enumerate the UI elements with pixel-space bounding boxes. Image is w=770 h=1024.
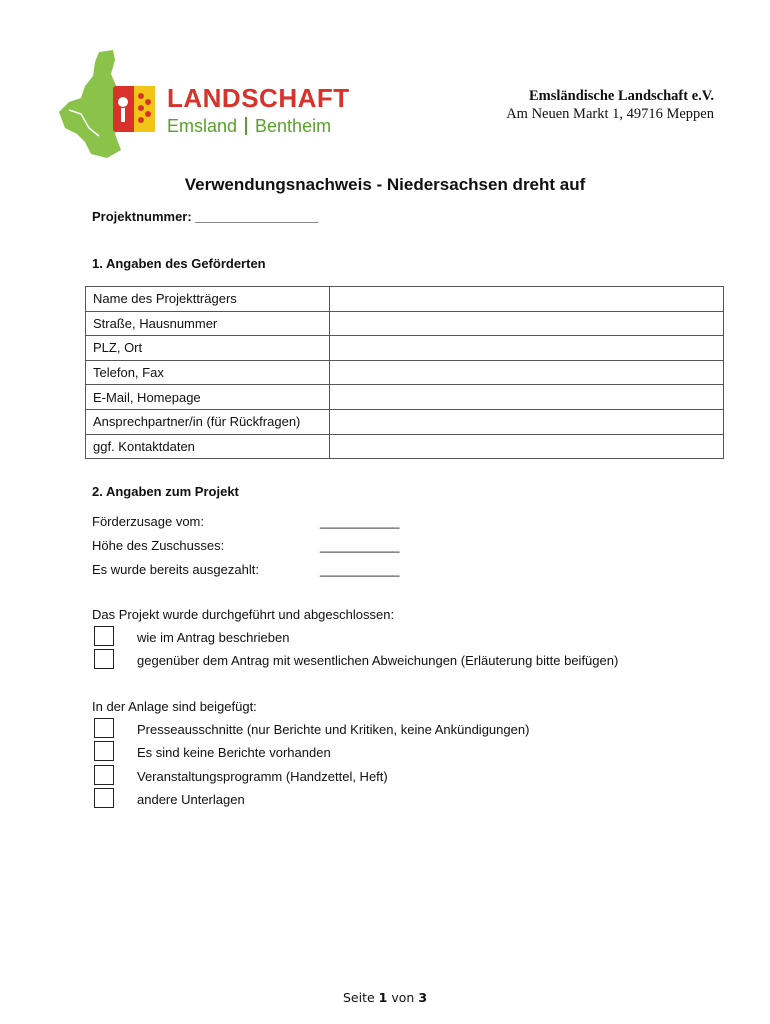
- funding-approval-label: Förderzusage vom:: [92, 514, 204, 529]
- row-label: E-Mail, Homepage: [86, 385, 330, 410]
- footer-page-number: 1: [378, 990, 388, 1005]
- row-input-cell[interactable]: [330, 409, 724, 434]
- section-1-heading: 1. Angaben des Geförderten: [92, 256, 266, 271]
- row-input-cell[interactable]: [330, 385, 724, 410]
- document-title: Verwendungsnachweis - Niedersachsen dreht auf: [184, 175, 586, 194]
- row-label: Ansprechpartner/in (für Rückfragen): [86, 409, 330, 434]
- row-input-cell[interactable]: [330, 360, 724, 385]
- checkbox-other-documents[interactable]: [94, 788, 114, 808]
- checkbox-as-in-application[interactable]: [94, 626, 114, 646]
- funding-approval-field[interactable]: ___________: [320, 514, 400, 529]
- option-press-clippings: Presseausschnitte (nur Berichte und Kritiken, keine Ankündigungen): [137, 722, 530, 737]
- footer-mid: von: [391, 990, 415, 1005]
- checkbox-no-reports[interactable]: [94, 741, 114, 761]
- organisation-address-block: [506, 87, 714, 123]
- row-label: Telefon, Fax: [86, 360, 330, 385]
- row-label: Name des Projektträgers: [86, 287, 330, 312]
- table-row: [86, 360, 724, 385]
- grant-amount-label: Höhe des Zuschusses:: [92, 538, 225, 553]
- table-row: [86, 287, 724, 312]
- row-input-cell[interactable]: [330, 434, 724, 459]
- project-number-field[interactable]: Projektnummer: _________________: [92, 209, 319, 224]
- option-other-documents: andere Unterlagen: [137, 792, 245, 807]
- logo-subtitle-right: Bentheim: [255, 116, 332, 136]
- attachments-prompt: In der Anlage sind beigefügt:: [92, 699, 257, 714]
- already-paid-field[interactable]: ___________: [320, 562, 400, 577]
- table-row: [86, 409, 724, 434]
- logo-title: LANDSCHAFT: [167, 83, 350, 113]
- row-input-cell[interactable]: [330, 287, 724, 312]
- option-with-deviations: gegenüber dem Antrag mit wesentlichen Abweichungen (Erläuterung bitte beifügen): [137, 653, 619, 668]
- option-no-reports: Es sind keine Berichte vorhanden: [137, 745, 331, 760]
- logo-subtitle-left: Emsland: [167, 116, 238, 136]
- page-footer: [0, 990, 770, 1005]
- checkbox-press-clippings[interactable]: [94, 718, 114, 738]
- option-event-programme: Veranstaltungsprogramm (Handzettel, Heft): [137, 769, 388, 784]
- row-label: Straße, Hausnummer: [86, 311, 330, 336]
- already-paid-label: Es wurde bereits ausgezahlt:: [92, 562, 259, 577]
- logo-separator: [245, 117, 247, 135]
- completion-prompt: Das Projekt wurde durchgeführt und abgeschlossen:: [92, 607, 395, 622]
- organisation-name: Emsländische Landschaft e.V.: [528, 88, 714, 104]
- footer-page-total: 3: [418, 990, 428, 1005]
- row-label: PLZ, Ort: [86, 336, 330, 361]
- checkbox-with-deviations[interactable]: [94, 649, 114, 669]
- option-as-in-application: wie im Antrag beschrieben: [137, 630, 290, 645]
- table-row: [86, 385, 724, 410]
- section-2-heading: 2. Angaben zum Projekt: [92, 484, 239, 499]
- checkbox-event-programme[interactable]: [94, 765, 114, 785]
- grant-amount-field[interactable]: ___________: [320, 538, 400, 553]
- table-row: [86, 434, 724, 459]
- table-row: [86, 336, 724, 361]
- row-input-cell[interactable]: [330, 311, 724, 336]
- table-row: [86, 311, 724, 336]
- row-input-cell[interactable]: [330, 336, 724, 361]
- recipient-details-table: [85, 286, 724, 459]
- footer-prefix: Seite: [342, 990, 375, 1005]
- organisation-address: Am Neuen Markt 1, 49716 Meppen: [506, 106, 714, 122]
- row-label: ggf. Kontaktdaten: [86, 434, 330, 459]
- logo-map-graphic: [55, 50, 165, 160]
- logo-subtitle: [167, 116, 331, 137]
